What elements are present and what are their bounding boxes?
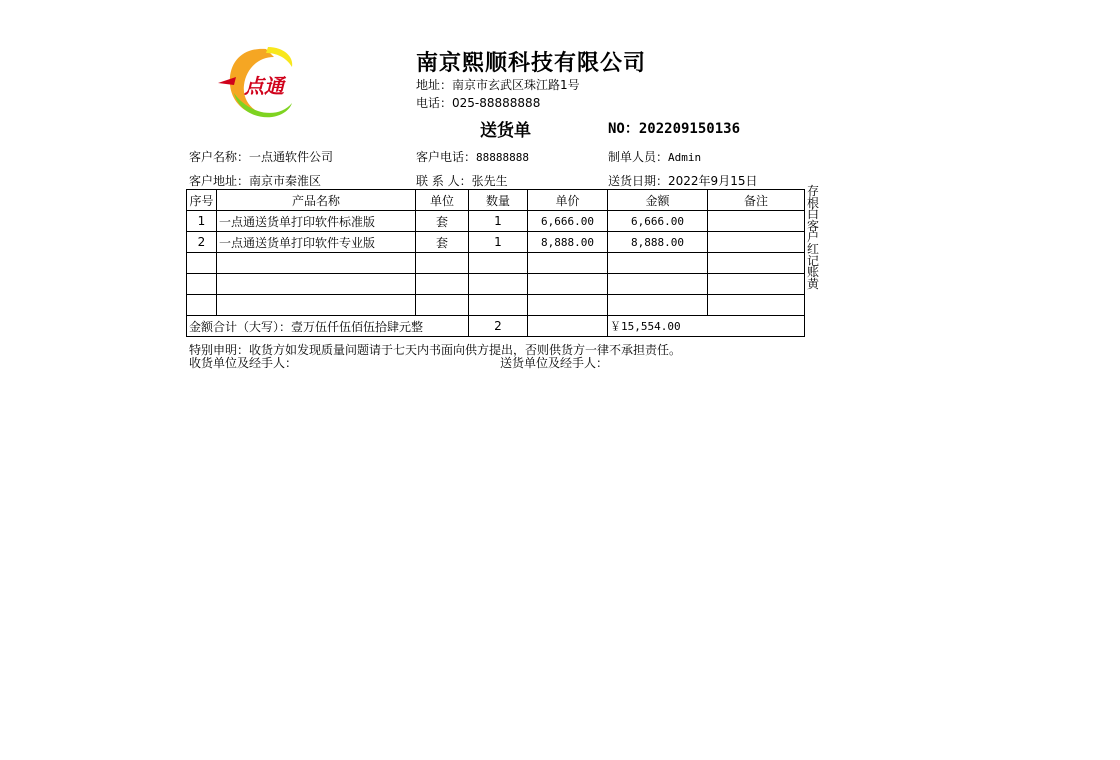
customer-address-label: 客户地址：: [189, 174, 250, 188]
cell-quantity: [469, 274, 528, 295]
company-name: 南京熙顺科技有限公司: [416, 50, 647, 76]
delivery-date-label: 送货日期：: [608, 174, 669, 188]
table-header-row: [187, 190, 805, 211]
side-note-char: 红: [806, 241, 819, 256]
cell-amount: 6,666.00: [608, 211, 708, 232]
side-note-char: 户: [806, 230, 819, 245]
doc-no-label: NO：: [608, 121, 639, 137]
cell-remark: [708, 232, 805, 253]
header-remark: 备注: [708, 190, 805, 211]
cell-index: [187, 274, 217, 295]
cell-unit-price: [528, 274, 608, 295]
header-index: 序号: [187, 190, 217, 211]
cell-product-name: 一点通送货单打印软件标准版: [217, 211, 416, 232]
cell-quantity: 1: [469, 211, 528, 232]
doc-no-value: 202209150136: [638, 121, 741, 137]
table-row: [187, 211, 805, 232]
company-address: [416, 76, 580, 93]
creator-value: Admin: [668, 151, 702, 164]
receiver-signature-label: 收货单位及经手人：: [189, 356, 298, 370]
total-empty-cell: [528, 316, 608, 337]
cell-product-name: [217, 274, 416, 295]
contact-value: 张先生: [471, 174, 508, 188]
company-logo: [214, 43, 304, 123]
delivery-date-field: [608, 172, 757, 189]
cell-unit: 套: [416, 211, 469, 232]
cell-index: [187, 253, 217, 274]
cell-index: 2: [187, 232, 217, 253]
total-amount-words: 金额合计（大写）：壹万伍仟伍佰伍拾肆元整: [187, 316, 469, 337]
side-note-char: 根: [806, 195, 819, 210]
cell-unit-price: [528, 253, 608, 274]
side-note-char: 记: [806, 253, 819, 268]
cell-unit: [416, 295, 469, 316]
phone-value: 025-88888888: [452, 96, 541, 110]
address-value: 南京市玄武区珠江路1号: [452, 78, 580, 92]
special-statement: 特别申明：收货方如发现质量问题请于七天内书面向供方提出，否则供货方一律不承担责任。: [189, 343, 682, 357]
delivery-date-value: 2022年9月15日: [668, 174, 758, 188]
phone-label: 电话：: [416, 96, 453, 110]
table-row: [187, 232, 805, 253]
cell-amount: [608, 253, 708, 274]
cell-quantity: [469, 295, 528, 316]
header-unit-price: 单价: [528, 190, 608, 211]
company-phone: [416, 94, 540, 111]
cell-unit-price: 6,666.00: [528, 211, 608, 232]
cell-amount: [608, 295, 708, 316]
table-row: [187, 295, 805, 316]
cell-amount: [608, 274, 708, 295]
cell-remark: [708, 295, 805, 316]
side-note-char: 白: [806, 207, 819, 222]
cell-product-name: [217, 295, 416, 316]
customer-address-field: [189, 172, 321, 189]
customer-name-label: 客户名称：: [189, 150, 250, 164]
cell-remark: [708, 253, 805, 274]
logo-graphic: [214, 43, 304, 123]
sender-signature-label: 送货单位及经手人：: [500, 356, 609, 370]
header-quantity: 数量: [469, 190, 528, 211]
cell-quantity: 1: [469, 232, 528, 253]
cell-unit-price: [528, 295, 608, 316]
contact-label: 联 系 人：: [416, 174, 472, 188]
customer-phone-field: [416, 148, 529, 165]
document-title: 送货单: [480, 121, 531, 141]
table-row: [187, 253, 805, 274]
contact-field: [416, 172, 508, 189]
customer-name-value: 一点通软件公司: [249, 150, 334, 164]
header-product-name: 产品名称: [217, 190, 416, 211]
cell-unit: 套: [416, 232, 469, 253]
cell-quantity: [469, 253, 528, 274]
side-note-char: 存: [806, 184, 819, 198]
customer-name-field: [189, 148, 333, 165]
side-note-char: 客: [806, 218, 819, 233]
customer-phone-label: 客户电话：: [416, 150, 477, 164]
cell-index: 1: [187, 211, 217, 232]
total-quantity: 2: [469, 316, 528, 337]
total-amount: ￥15,554.00: [608, 316, 805, 337]
document-number: [608, 118, 740, 138]
cell-amount: 8,888.00: [608, 232, 708, 253]
side-note-char: 黄: [806, 276, 819, 291]
copy-distribution-note: [806, 186, 820, 290]
header-amount: 金额: [608, 190, 708, 211]
address-label: 地址：: [416, 78, 453, 92]
logo-text: 点通: [244, 74, 284, 98]
customer-address-value: 南京市秦淮区: [249, 174, 322, 188]
items-table: [186, 189, 805, 337]
creator-label: 制单人员：: [608, 150, 669, 164]
cell-unit-price: 8,888.00: [528, 232, 608, 253]
side-note-char: 账: [806, 265, 819, 280]
cell-remark: [708, 211, 805, 232]
customer-phone-value: 88888888: [476, 151, 529, 164]
table-row: [187, 274, 805, 295]
header-unit: 单位: [416, 190, 469, 211]
cell-product-name: 一点通送货单打印软件专业版: [217, 232, 416, 253]
total-row: [187, 316, 805, 337]
cell-index: [187, 295, 217, 316]
cell-remark: [708, 274, 805, 295]
cell-product-name: [217, 253, 416, 274]
creator-field: [608, 148, 701, 165]
cell-unit: [416, 274, 469, 295]
cell-unit: [416, 253, 469, 274]
